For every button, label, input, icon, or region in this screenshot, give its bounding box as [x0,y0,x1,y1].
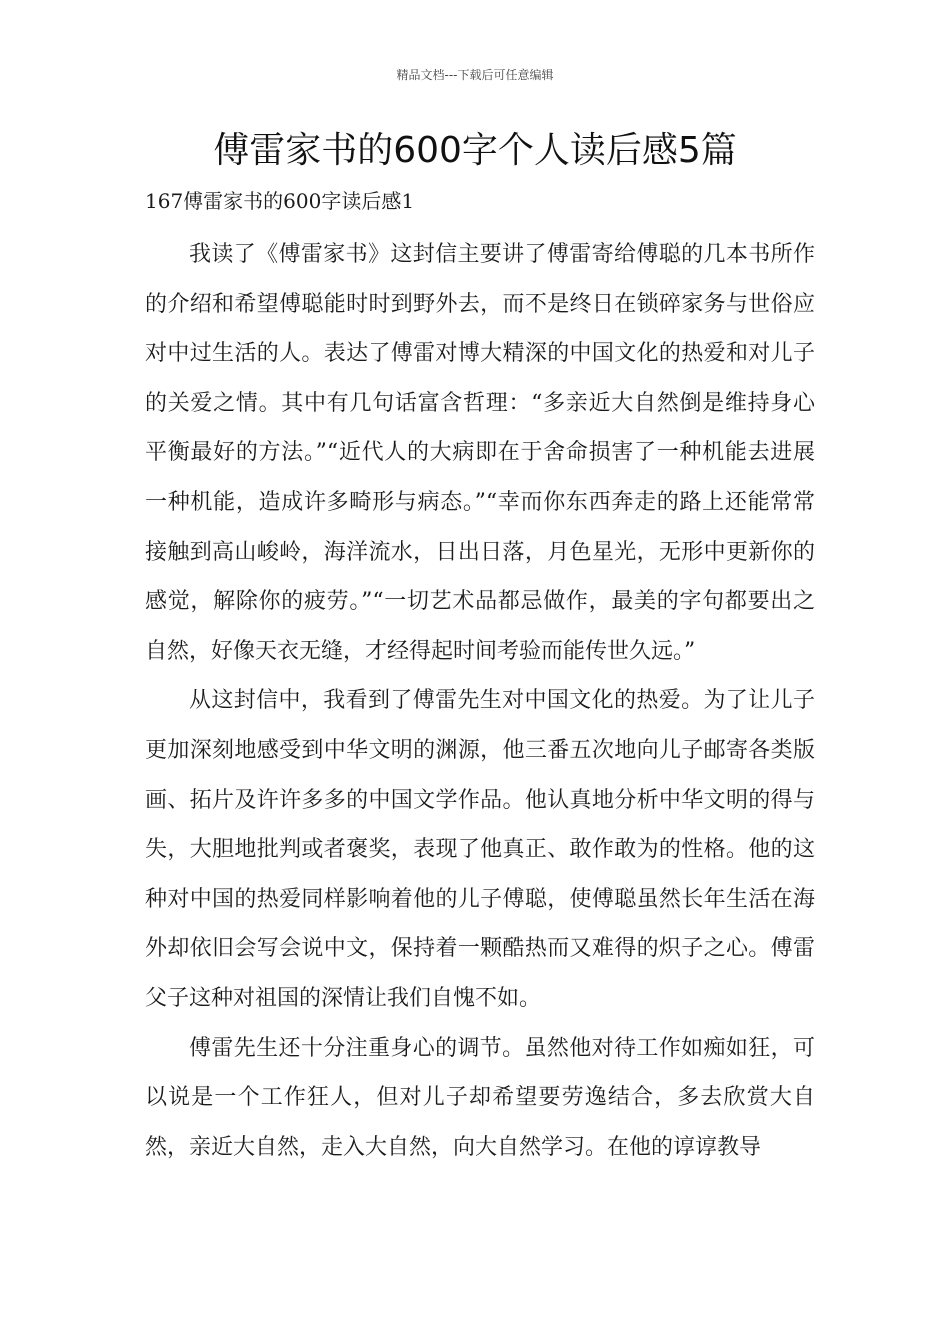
document-title: 傅雷家书的600字个人读后感5篇 [213,130,737,171]
paragraph-2: 从这封信中，我看到了傅雷先生对中国文化的热爱。为了让儿子更加深刻地感受到中华文明的渊源，他三番五次地向儿子邮寄各类版画、拓片及许许多多的中国文学作品。他认真地分析中华文明的得与失，大胆地批判或者褒奖，表现了他真正、敢作敢为的性格。他的这种对中国的热爱同样影响着他的儿子傅聪，使傅聪虽然长年生活在海外却依旧会写会说中文，保持着一颗酷热而又难得的炽子之心。傅雷父子这种对祖国的深情让我们自愧不如。 [145,688,815,1011]
paragraph-1: 我读了《傅雷家书》这封信主要讲了傅雷寄给傅聪的几本书所作的介绍和希望傅聪能时时到野外去，而不是终日在锁碎家务与世俗应对中过生活的人。表达了傅雷对博大精深的中国文化的热爱和对儿子的关爱之情。其中有几句话富含哲理：“多亲近大自然倒是维持身心平衡最好的方法。”“近代人的大病即在于舍命损害了一种机能去进展一种机能，造成许多畸形与病态。”“幸而你东西奔走的路上还能常常接触到高山峻岭，海洋流水，日出日落，月色星光，无形中更新你的感觉，解除你的疲劳。”“一切艺术品都忌做作，最美的字句都要出之自然，好像天衣无缝，才经得起时间考验而能传世久远。” [145,242,815,664]
header-note: 精品文档---下载后可任意编辑 [396,68,554,82]
document-body [145,230,815,1172]
section-subtitle: 167傅雷家书的600字读后感1 [145,189,415,213]
paragraph-3: 傅雷先生还十分注重身心的调节。虽然他对待工作如痴如狂，可以说是一个工作狂人，但对儿子却希望要劳逸结合，多去欣赏大自然，亲近大自然，走入大自然，向大自然学习。在他的谆谆教导 [145,1035,815,1160]
